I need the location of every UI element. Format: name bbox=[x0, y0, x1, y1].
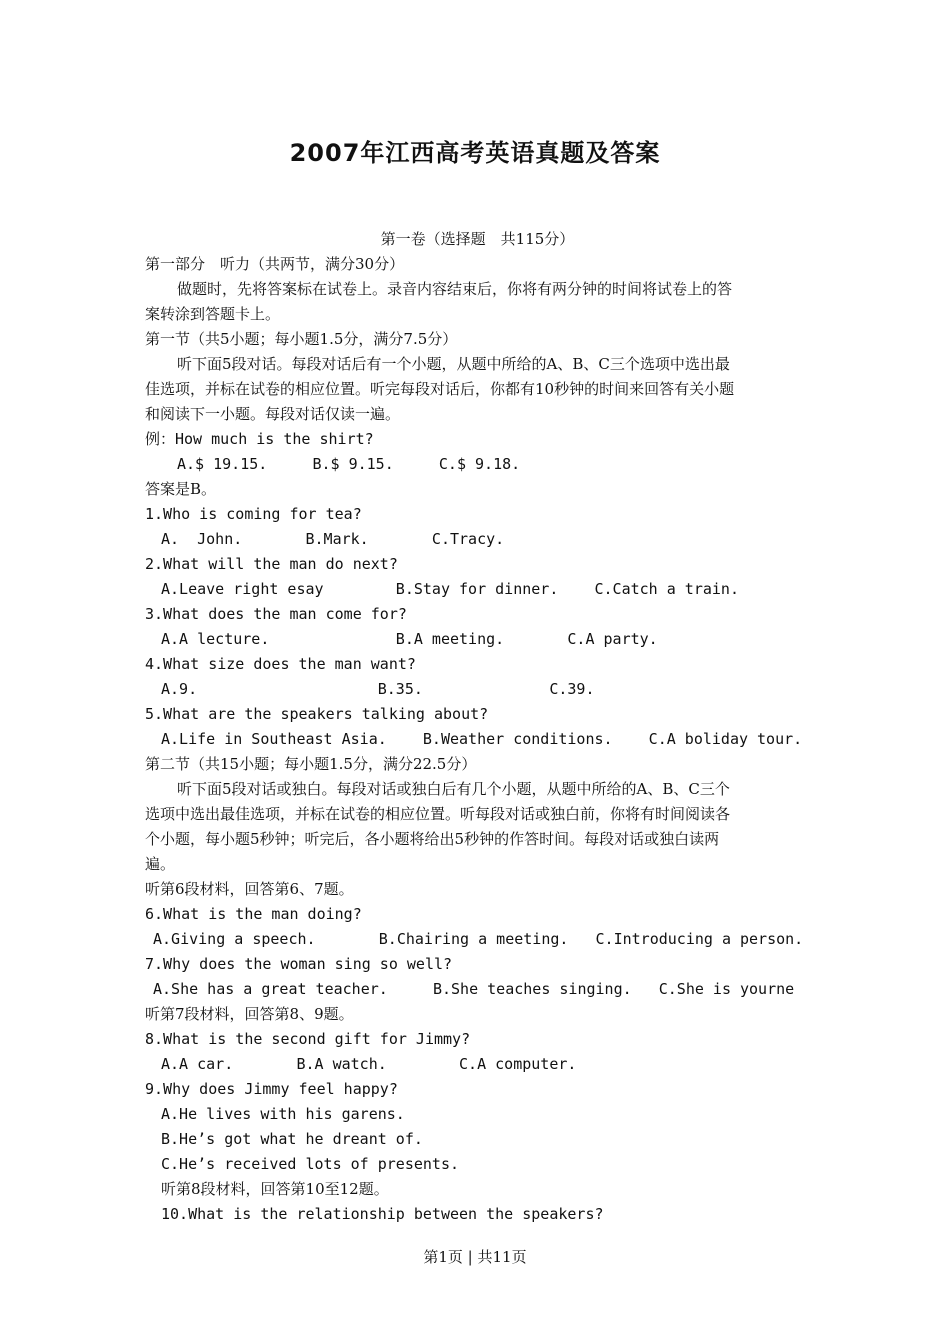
document-body bbox=[145, 227, 810, 1227]
instruction-text: 案转涂到答题卡上。 bbox=[145, 305, 281, 323]
question: 10.What is the relationship between the speakers? bbox=[161, 1205, 604, 1223]
question: 6.What is the man doing? bbox=[145, 905, 362, 923]
part-heading: 第一部分 听力（共两节，满分30分） bbox=[145, 255, 405, 273]
question: 2.What will the man do next? bbox=[145, 555, 398, 573]
question-options: A.A car. B.A watch. C.A computer. bbox=[161, 1055, 577, 1073]
material-heading: 听第7段材料，回答第8、9题。 bbox=[145, 1005, 354, 1023]
instruction-text: 个小题，每小题5秒钟；听完后，各小题将给出5秒钟的作答时间。每段对话或独白读两 bbox=[145, 830, 720, 848]
question-option: B.He’s got what he dreant of. bbox=[161, 1130, 423, 1148]
example-answer: 答案是B。 bbox=[145, 480, 217, 498]
instruction-text: 听下面5段对话。每段对话后有一个小题，从题中所给的A、B、C三个选项中选出最 bbox=[177, 355, 730, 373]
page-footer: 第1页 | 共11页 bbox=[423, 1248, 527, 1266]
material-heading: 听第8段材料，回答第10至12题。 bbox=[161, 1180, 389, 1198]
question-option: A.He lives with his garens. bbox=[161, 1105, 405, 1123]
question-options: A.9. B.35. C.39. bbox=[161, 680, 595, 698]
instruction-text: 遍。 bbox=[145, 855, 176, 873]
question-options: A.Giving a speech. B.Chairing a meeting. C.Introducing a person. bbox=[153, 930, 804, 948]
material-heading: 听第6段材料，回答第6、7题。 bbox=[145, 880, 354, 898]
question: 9.Why does Jimmy feel happy? bbox=[145, 1080, 398, 1098]
question-options: A. John. B.Mark. C.Tracy. bbox=[161, 530, 505, 548]
example-question: 例：How much is the shirt? bbox=[145, 430, 374, 448]
instruction-text: 佳选项，并标在试卷的相应位置。听完每段对话后，你都有10秒钟的时间来回答有关小题 bbox=[145, 380, 735, 398]
question-option: C.He’s received lots of presents. bbox=[161, 1155, 460, 1173]
question-options: A.Leave right esay B.Stay for dinner. C.Catch a train. bbox=[161, 580, 739, 598]
example-options: A.$ 19.15. B.$ 9.15. C.$ 9.18. bbox=[177, 455, 521, 473]
instruction-text: 做题时，先将答案标在试卷上。录音内容结束后，你将有两分钟的时间将试卷上的答 bbox=[177, 280, 733, 298]
document-title: 2007年江西高考英语真题及答案 bbox=[289, 139, 661, 167]
subsection-heading: 第一节（共5小题；每小题1.5分，满分7.5分） bbox=[145, 330, 458, 348]
question: 8.What is the second gift for Jimmy? bbox=[145, 1030, 471, 1048]
question-options: A.A lecture. B.A meeting. C.A party. bbox=[161, 630, 658, 648]
instruction-text: 听下面5段对话或独白。每段对话或独白后有几个小题，从题中所给的A、B、C三个 bbox=[177, 780, 730, 798]
question-options: A.Life in Southeast Asia. B.Weather conditions. C.A boliday tour. bbox=[161, 730, 803, 748]
question-options: A.She has a great teacher. B.She teaches singing. C.She is yourne bbox=[153, 980, 795, 998]
question: 3.What does the man come for? bbox=[145, 605, 407, 623]
question: 7.Why does the woman sing so well? bbox=[145, 955, 453, 973]
instruction-text: 和阅读下一小题。每段对话仅读一遍。 bbox=[145, 405, 401, 423]
question: 1.Who is coming for tea? bbox=[145, 505, 362, 523]
instruction-text: 选项中选出最佳选项，并标在试卷的相应位置。听每段对话或独白前，你将有时间阅读各 bbox=[145, 805, 731, 823]
question: 4.What size does the man want? bbox=[145, 655, 416, 673]
subsection-heading: 第二节（共15小题；每小题1.5分，满分22.5分） bbox=[145, 755, 477, 773]
section-heading: 第一卷（选择题 共115分） bbox=[380, 230, 575, 248]
question: 5.What are the speakers talking about? bbox=[145, 705, 489, 723]
